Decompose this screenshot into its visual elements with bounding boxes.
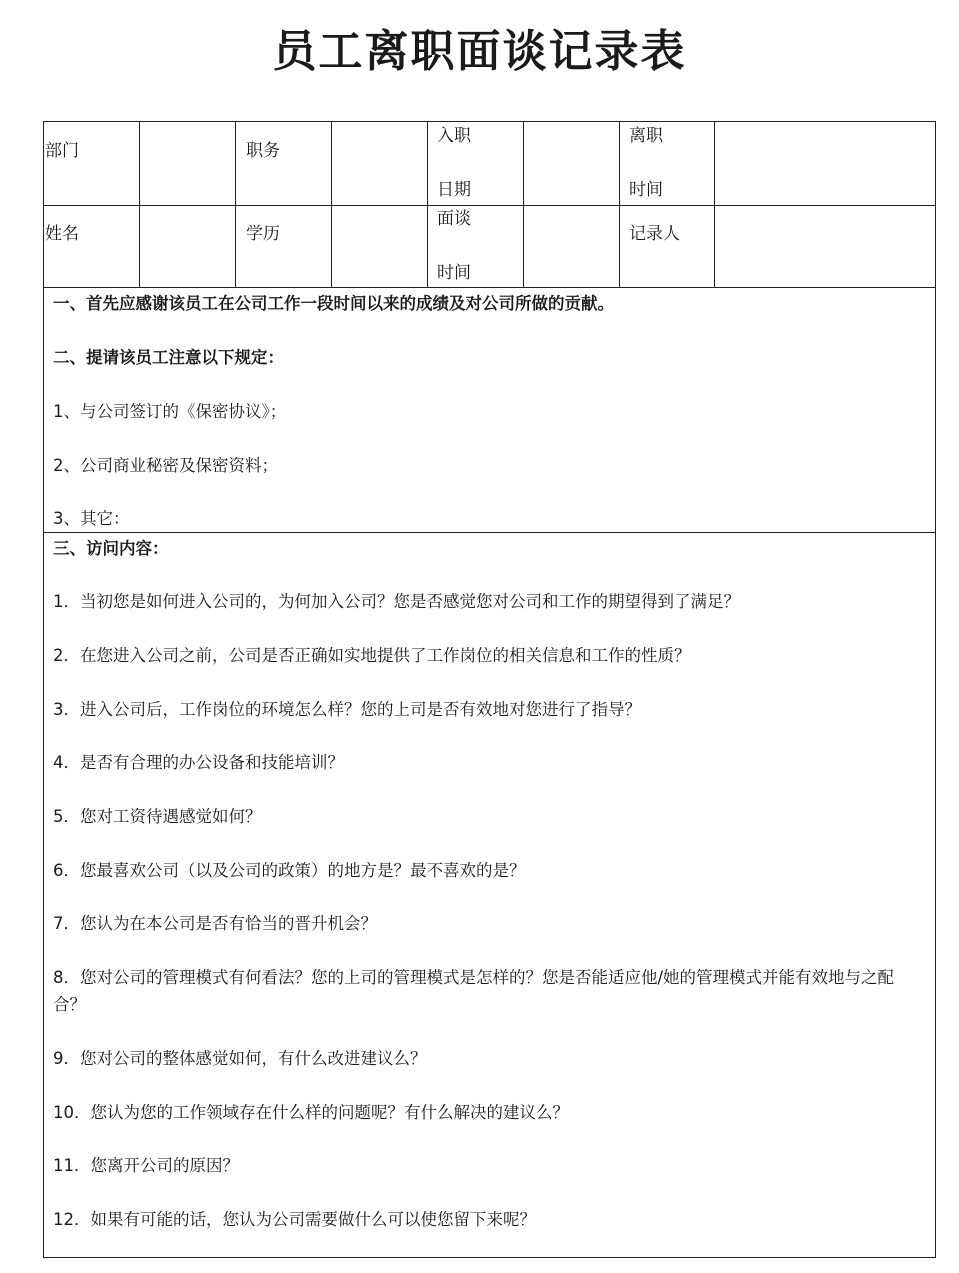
question-item: 9．您对公司的整体感觉如何，有什么改进建议么？ — [53, 1049, 427, 1068]
interview-questions-section — [53, 535, 927, 1255]
name-field[interactable] — [144, 210, 234, 285]
page-title: 员工离职面谈记录表 — [272, 26, 687, 77]
column-divider — [523, 122, 524, 288]
question-item: 11．您离开公司的原因？ — [53, 1156, 239, 1175]
interview-time-label-2: 时间 — [437, 263, 471, 283]
regulation-item: 2、公司商业秘密及保密资料； — [53, 456, 278, 475]
question-item: 4．是否有合理的办公设备和技能培训？ — [53, 753, 344, 772]
questions-heading: 三、访问内容： — [53, 539, 169, 558]
leave-date-field[interactable] — [719, 127, 929, 202]
position-label: 职务 — [246, 141, 280, 161]
interview-time-label-1: 面谈 — [437, 209, 471, 229]
question-item: 2．在您进入公司之前，公司是否正确如实地提供了工作岗位的相关信息和工作的性质？ — [53, 646, 691, 665]
education-label: 学历 — [246, 224, 280, 244]
position-field[interactable] — [336, 127, 426, 202]
thanks-line: 一、首先应感谢该员工在公司工作一段时间以来的成绩及对公司所做的贡献。 — [53, 294, 614, 313]
column-divider — [331, 122, 332, 288]
leave-date-label-2: 时间 — [629, 180, 663, 200]
dept-field[interactable] — [144, 127, 234, 202]
column-divider — [619, 122, 620, 288]
question-item: 12．如果有可能的话，您认为公司需要做什么可以使您留下来呢？ — [53, 1210, 536, 1229]
question-item: 1．当初您是如何进入公司的，为何加入公司？您是否感觉您对公司和工作的期望得到了满足？ — [53, 592, 740, 611]
row-divider — [44, 205, 935, 206]
row-divider — [44, 287, 935, 288]
hire-date-label-1: 入职 — [437, 126, 471, 146]
interview-time-field[interactable] — [528, 210, 618, 285]
question-item: 7．您认为在本公司是否有恰当的晋升机会？ — [53, 914, 377, 933]
recorder-field[interactable] — [719, 210, 929, 285]
regulations-section — [53, 290, 927, 530]
question-item: 5．您对工资待遇感觉如何？ — [53, 807, 262, 826]
column-divider — [235, 122, 236, 288]
regulations-heading: 二、提请该员工注意以下规定： — [53, 348, 284, 367]
question-item: 8．您对公司的管理模式有何看法？您的上司的管理模式是怎样的？您是否能适应他/她的管理模式并能有效地与之配合？ — [53, 968, 895, 1014]
education-field[interactable] — [336, 210, 426, 285]
section-divider — [44, 532, 935, 533]
column-divider — [427, 122, 428, 288]
hire-date-label-2: 日期 — [437, 180, 471, 200]
column-divider — [139, 122, 140, 288]
question-item: 10．您认为您的工作领域存在什么样的问题呢？有什么解决的建议么？ — [53, 1103, 569, 1122]
question-item: 3．进入公司后，工作岗位的环境怎么样？您的上司是否有效地对您进行了指导？ — [53, 700, 641, 719]
leave-date-label-1: 离职 — [629, 126, 663, 146]
hire-date-field[interactable] — [528, 127, 618, 202]
question-item: 6．您最喜欢公司（以及公司的政策）的地方是？最不喜欢的是？ — [53, 861, 526, 880]
dept-label: 部门 — [45, 141, 79, 161]
name-label: 姓名 — [45, 224, 79, 244]
interview-form — [43, 121, 936, 1258]
column-divider — [714, 122, 715, 288]
regulation-item: 1、与公司签订的《保密协议》； — [53, 402, 287, 421]
regulation-item: 3、其它： — [53, 509, 130, 528]
recorder-label: 记录人 — [629, 224, 680, 244]
